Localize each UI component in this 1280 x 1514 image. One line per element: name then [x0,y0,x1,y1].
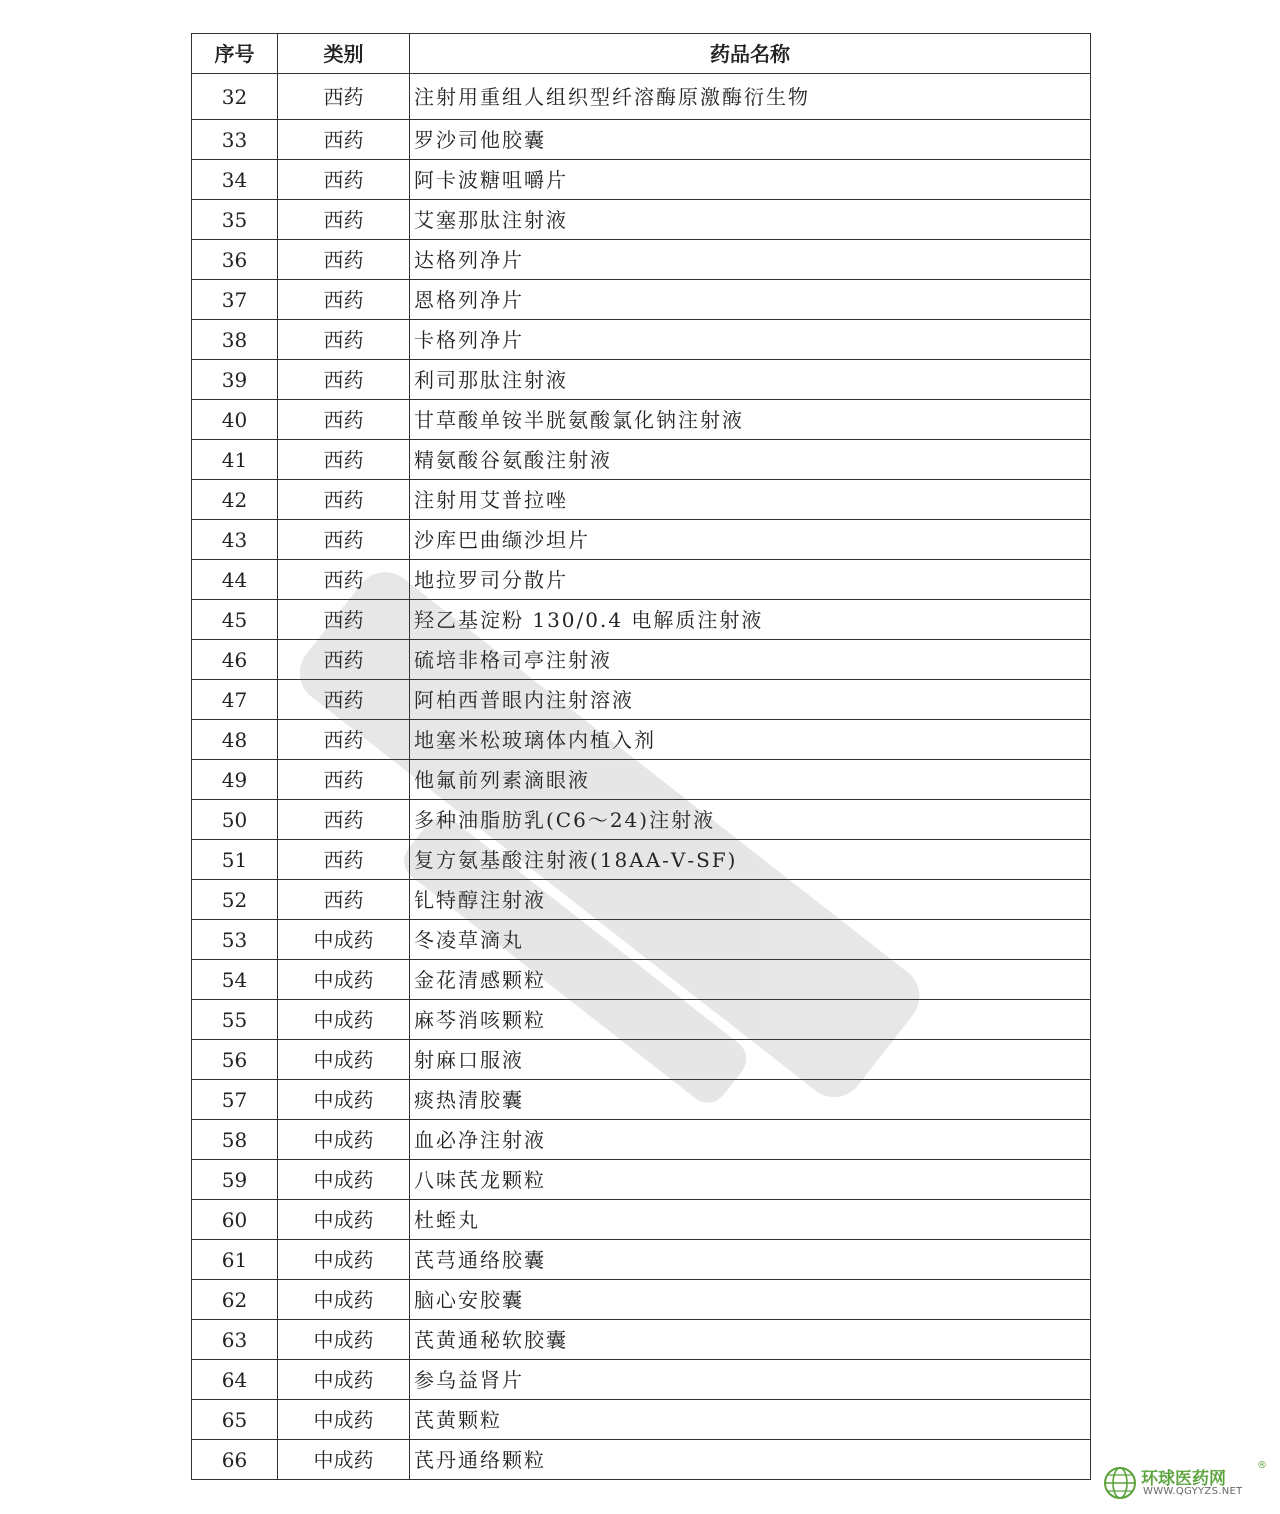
row-drug-name: 地塞米松玻璃体内植入剂 [410,720,1091,760]
row-category: 西药 [278,120,410,160]
table-row [192,400,1091,440]
row-category: 西药 [278,280,410,320]
table-row [192,120,1091,160]
row-drug-name: 利司那肽注射液 [410,360,1091,400]
row-drug-name: 硫培非格司亭注射液 [410,640,1091,680]
row-category: 西药 [278,520,410,560]
row-serial-number: 52 [192,880,278,920]
table-row [192,1360,1091,1400]
table-row [192,1440,1091,1480]
table-row [192,1000,1091,1040]
table-row [192,720,1091,760]
row-drug-name: 芪芎通络胶囊 [410,1240,1091,1280]
table-row [192,1240,1091,1280]
table-row [192,1320,1091,1360]
row-serial-number: 57 [192,1080,278,1120]
row-drug-name: 甘草酸单铵半胱氨酸氯化钠注射液 [410,400,1091,440]
row-category: 中成药 [278,1200,410,1240]
row-serial-number: 55 [192,1000,278,1040]
table-row [192,760,1091,800]
table-row [192,74,1091,120]
table-row [192,240,1091,280]
table-row [192,1160,1091,1200]
row-category: 西药 [278,800,410,840]
table-row [192,440,1091,480]
row-category: 西药 [278,200,410,240]
row-drug-name: 羟乙基淀粉 130/0.4 电解质注射液 [410,600,1091,640]
row-drug-name: 参乌益肾片 [410,1360,1091,1400]
row-category: 中成药 [278,1000,410,1040]
row-drug-name: 芪黄颗粒 [410,1400,1091,1440]
row-category: 西药 [278,560,410,600]
row-drug-name: 麻芩消咳颗粒 [410,1000,1091,1040]
row-serial-number: 63 [192,1320,278,1360]
row-category: 中成药 [278,1160,410,1200]
table-row [192,840,1091,880]
row-serial-number: 32 [192,74,278,120]
row-drug-name: 血必净注射液 [410,1120,1091,1160]
row-category: 西药 [278,400,410,440]
row-drug-name: 八味芪龙颗粒 [410,1160,1091,1200]
table-body [192,74,1091,1480]
brand-name: 环球医药网 [1141,1469,1226,1489]
row-serial-number: 33 [192,120,278,160]
row-drug-name: 金花清感颗粒 [410,960,1091,1000]
table-row [192,1280,1091,1320]
row-serial-number: 37 [192,280,278,320]
table-row [192,600,1091,640]
row-drug-name: 卡格列净片 [410,320,1091,360]
row-drug-name: 沙库巴曲缬沙坦片 [410,520,1091,560]
row-serial-number: 50 [192,800,278,840]
table-row [192,280,1091,320]
row-serial-number: 60 [192,1200,278,1240]
table-row [192,200,1091,240]
table-row [192,320,1091,360]
table-row [192,680,1091,720]
globe-icon [1103,1466,1137,1500]
row-drug-name: 阿柏西普眼内注射溶液 [410,680,1091,720]
row-category: 西药 [278,440,410,480]
row-serial-number: 49 [192,760,278,800]
row-drug-name: 杜蛭丸 [410,1200,1091,1240]
row-drug-name: 地拉罗司分散片 [410,560,1091,600]
table-row [192,640,1091,680]
table-header-row [192,34,1091,74]
row-serial-number: 51 [192,840,278,880]
row-drug-name: 注射用艾普拉唑 [410,480,1091,520]
row-drug-name: 注射用重组人组织型纤溶酶原激酶衍生物 [410,74,1091,120]
row-drug-name: 他氟前列素滴眼液 [410,760,1091,800]
row-serial-number: 65 [192,1400,278,1440]
row-category: 中成药 [278,1440,410,1480]
row-serial-number: 48 [192,720,278,760]
row-serial-number: 35 [192,200,278,240]
row-drug-name: 罗沙司他胶囊 [410,120,1091,160]
row-serial-number: 54 [192,960,278,1000]
row-serial-number: 42 [192,480,278,520]
row-serial-number: 34 [192,160,278,200]
row-category: 中成药 [278,1240,410,1280]
table-row [192,360,1091,400]
row-drug-name: 复方氨基酸注射液(18AA-Ⅴ-SF) [410,840,1091,880]
row-drug-name: 脑心安胶囊 [410,1280,1091,1320]
row-category: 西药 [278,320,410,360]
row-drug-name: 冬凌草滴丸 [410,920,1091,960]
row-category: 西药 [278,240,410,280]
row-category: 西药 [278,480,410,520]
table-row [192,480,1091,520]
row-category: 西药 [278,680,410,720]
row-drug-name: 阿卡波糖咀嚼片 [410,160,1091,200]
table-row [192,1040,1091,1080]
table-row [192,560,1091,600]
table-row [192,520,1091,560]
table-row [192,800,1091,840]
header-drug-name: 药品名称 [410,34,1091,74]
row-category: 中成药 [278,920,410,960]
row-serial-number: 66 [192,1440,278,1480]
row-drug-name: 达格列净片 [410,240,1091,280]
row-serial-number: 36 [192,240,278,280]
row-category: 中成药 [278,1400,410,1440]
row-serial-number: 38 [192,320,278,360]
row-serial-number: 45 [192,600,278,640]
row-category: 中成药 [278,1040,410,1080]
row-serial-number: 58 [192,1120,278,1160]
row-category: 中成药 [278,1320,410,1360]
table-row [192,920,1091,960]
row-drug-name: 射麻口服液 [410,1040,1091,1080]
row-category: 西药 [278,880,410,920]
row-drug-name: 痰热清胶囊 [410,1080,1091,1120]
table-row [192,1080,1091,1120]
row-serial-number: 41 [192,440,278,480]
row-serial-number: 44 [192,560,278,600]
row-serial-number: 64 [192,1360,278,1400]
table-row [192,1400,1091,1440]
row-category: 西药 [278,840,410,880]
table-row [192,160,1091,200]
row-serial-number: 46 [192,640,278,680]
row-serial-number: 61 [192,1240,278,1280]
registered-mark: ® [1257,1460,1267,1471]
row-serial-number: 53 [192,920,278,960]
table-row [192,1200,1091,1240]
row-drug-name: 恩格列净片 [410,280,1091,320]
table-row [192,1120,1091,1160]
row-category: 中成药 [278,1360,410,1400]
row-category: 西药 [278,160,410,200]
row-category: 西药 [278,720,410,760]
table-row [192,880,1091,920]
table-row [192,960,1091,1000]
row-serial-number: 59 [192,1160,278,1200]
row-drug-name: 艾塞那肽注射液 [410,200,1091,240]
brand-url: WWW.QGYYZS.NET [1143,1486,1243,1497]
row-category: 中成药 [278,960,410,1000]
row-serial-number: 47 [192,680,278,720]
row-category: 中成药 [278,1120,410,1160]
row-serial-number: 40 [192,400,278,440]
row-serial-number: 56 [192,1040,278,1080]
header-category: 类别 [278,34,410,74]
row-serial-number: 62 [192,1280,278,1320]
row-serial-number: 39 [192,360,278,400]
row-category: 西药 [278,600,410,640]
row-drug-name: 精氨酸谷氨酸注射液 [410,440,1091,480]
row-category: 中成药 [278,1080,410,1120]
drug-list-table [191,33,1091,1480]
row-drug-name: 多种油脂肪乳(C6～24)注射液 [410,800,1091,840]
row-category: 西药 [278,360,410,400]
row-drug-name: 钆特醇注射液 [410,880,1091,920]
brand-logo [1103,1460,1273,1504]
row-category: 西药 [278,760,410,800]
row-drug-name: 芪黄通秘软胶囊 [410,1320,1091,1360]
row-category: 西药 [278,640,410,680]
header-serial-number: 序号 [192,34,278,74]
row-serial-number: 43 [192,520,278,560]
row-drug-name: 芪丹通络颗粒 [410,1440,1091,1480]
row-category: 西药 [278,74,410,120]
row-category: 中成药 [278,1280,410,1320]
